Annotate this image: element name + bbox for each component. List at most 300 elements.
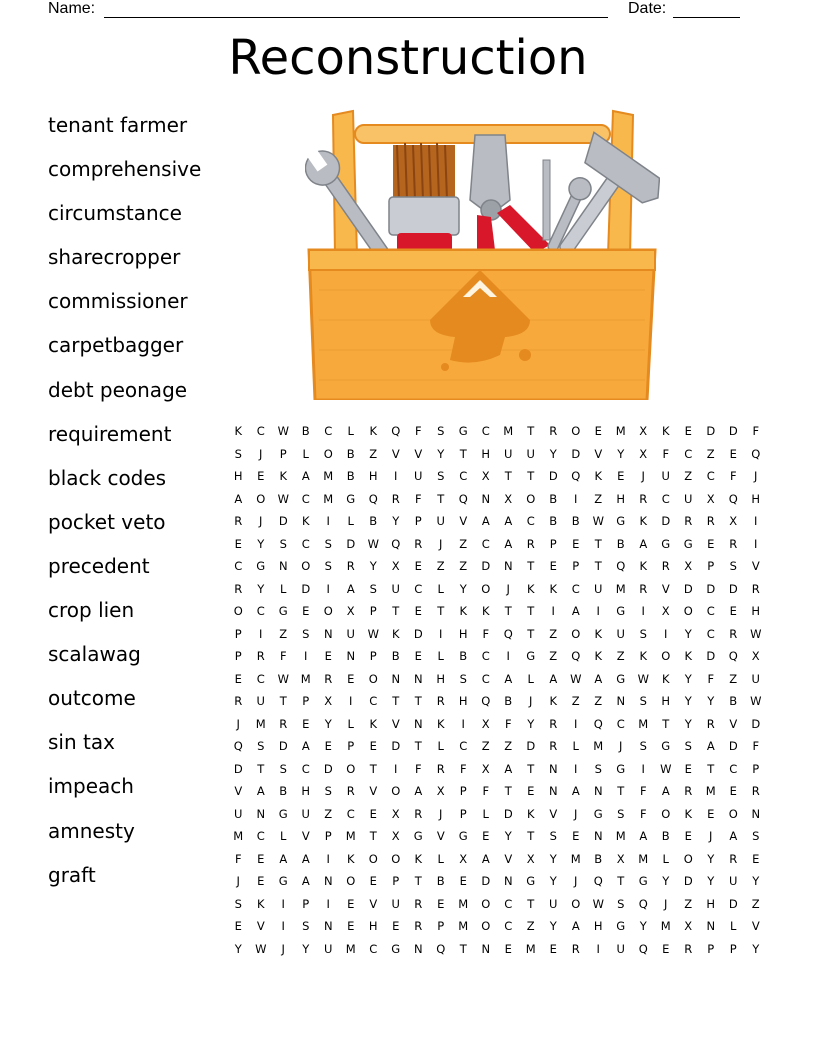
grid-letter[interactable]: O <box>391 784 401 799</box>
grid-letter[interactable]: I <box>641 761 645 776</box>
grid-letter[interactable]: E <box>594 424 602 439</box>
grid-letter[interactable]: M <box>345 829 356 844</box>
grid-letter[interactable]: E <box>729 784 737 799</box>
grid-letter[interactable]: I <box>349 694 353 709</box>
grid-letter[interactable]: J <box>506 581 510 596</box>
grid-letter[interactable]: K <box>684 806 693 821</box>
grid-letter[interactable]: S <box>234 446 242 461</box>
grid-letter[interactable]: A <box>571 604 580 619</box>
grid-letter[interactable]: U <box>616 941 625 956</box>
grid-letter[interactable]: G <box>256 559 266 574</box>
grid-letter[interactable]: B <box>571 514 580 529</box>
grid-letter[interactable]: V <box>369 784 378 799</box>
grid-letter[interactable]: F <box>482 784 490 799</box>
grid-letter[interactable]: T <box>527 829 535 844</box>
grid-letter[interactable]: P <box>459 806 467 821</box>
grid-letter[interactable]: D <box>413 626 423 641</box>
grid-letter[interactable]: U <box>301 806 310 821</box>
grid-letter[interactable]: Z <box>526 919 535 934</box>
grid-letter[interactable]: Y <box>527 716 535 731</box>
grid-letter[interactable]: A <box>504 514 513 529</box>
grid-letter[interactable]: M <box>705 784 716 799</box>
grid-letter[interactable]: P <box>707 941 715 956</box>
grid-letter[interactable]: T <box>414 874 422 889</box>
grid-letter[interactable]: E <box>684 761 692 776</box>
grid-letter[interactable]: K <box>639 559 648 574</box>
grid-letter[interactable]: W <box>592 896 604 911</box>
grid-letter[interactable]: E <box>369 874 377 889</box>
grid-letter[interactable]: Z <box>571 694 580 709</box>
grid-letter[interactable]: A <box>504 761 513 776</box>
grid-letter[interactable]: J <box>574 874 578 889</box>
grid-letter[interactable]: I <box>596 941 600 956</box>
grid-letter[interactable]: X <box>684 559 693 574</box>
grid-letter[interactable]: O <box>256 491 266 506</box>
grid-letter[interactable]: J <box>236 874 240 889</box>
grid-letter[interactable]: B <box>346 469 355 484</box>
grid-letter[interactable]: D <box>706 649 716 664</box>
grid-letter[interactable]: U <box>414 469 423 484</box>
grid-letter[interactable]: D <box>661 514 671 529</box>
grid-letter[interactable]: L <box>347 424 354 439</box>
grid-letter[interactable]: U <box>256 694 265 709</box>
grid-letter[interactable]: P <box>369 604 377 619</box>
grid-letter[interactable]: W <box>277 491 289 506</box>
grid-letter[interactable]: I <box>326 851 330 866</box>
grid-letter[interactable]: G <box>616 919 626 934</box>
grid-letter[interactable]: B <box>346 446 355 461</box>
grid-letter[interactable]: F <box>414 761 422 776</box>
grid-letter[interactable]: B <box>729 694 738 709</box>
grid-letter[interactable]: K <box>391 626 400 641</box>
grid-letter[interactable]: O <box>481 919 491 934</box>
grid-letter[interactable]: I <box>394 761 398 776</box>
grid-letter[interactable]: E <box>347 671 355 686</box>
date-field[interactable] <box>673 0 740 18</box>
grid-letter[interactable]: S <box>279 536 287 551</box>
grid-letter[interactable]: P <box>572 559 580 574</box>
grid-letter[interactable]: J <box>439 536 443 551</box>
grid-letter[interactable]: Q <box>728 491 738 506</box>
grid-letter[interactable]: O <box>683 851 693 866</box>
grid-letter[interactable]: G <box>526 649 536 664</box>
grid-letter[interactable]: Z <box>459 559 468 574</box>
grid-letter[interactable]: N <box>278 559 288 574</box>
grid-letter[interactable]: L <box>437 581 444 596</box>
grid-letter[interactable]: P <box>459 784 467 799</box>
grid-letter[interactable]: E <box>234 536 242 551</box>
grid-letter[interactable]: Q <box>368 491 378 506</box>
grid-letter[interactable]: Y <box>684 716 692 731</box>
grid-letter[interactable]: R <box>279 716 288 731</box>
grid-letter[interactable]: F <box>482 626 490 641</box>
grid-letter[interactable]: K <box>301 514 310 529</box>
grid-letter[interactable]: R <box>234 694 243 709</box>
grid-letter[interactable]: J <box>236 716 240 731</box>
grid-letter[interactable]: H <box>301 784 311 799</box>
grid-letter[interactable]: N <box>346 649 356 664</box>
grid-letter[interactable]: D <box>751 716 761 731</box>
grid-letter[interactable]: V <box>549 806 558 821</box>
grid-letter[interactable]: N <box>503 559 513 574</box>
grid-letter[interactable]: Q <box>233 739 243 754</box>
grid-letter[interactable]: C <box>481 649 490 664</box>
grid-letter[interactable]: Y <box>549 446 557 461</box>
grid-letter[interactable]: X <box>346 604 355 619</box>
grid-letter[interactable]: E <box>234 919 242 934</box>
grid-letter[interactable]: H <box>481 446 491 461</box>
grid-letter[interactable]: G <box>346 491 356 506</box>
grid-letter[interactable]: V <box>256 919 265 934</box>
grid-letter[interactable]: F <box>662 446 670 461</box>
grid-letter[interactable]: E <box>437 896 445 911</box>
grid-letter[interactable]: N <box>548 784 558 799</box>
grid-letter[interactable]: T <box>459 941 467 956</box>
grid-letter[interactable]: S <box>617 806 625 821</box>
grid-letter[interactable]: R <box>234 581 243 596</box>
grid-letter[interactable]: W <box>750 626 762 641</box>
grid-letter[interactable]: Y <box>707 694 715 709</box>
grid-letter[interactable]: C <box>504 919 513 934</box>
grid-letter[interactable]: X <box>661 604 670 619</box>
grid-letter[interactable]: R <box>436 694 445 709</box>
grid-letter[interactable]: H <box>368 469 378 484</box>
grid-letter[interactable]: E <box>572 536 580 551</box>
grid-letter[interactable]: W <box>277 424 289 439</box>
grid-letter[interactable]: X <box>526 851 535 866</box>
grid-letter[interactable]: D <box>278 739 288 754</box>
grid-letter[interactable]: R <box>639 491 648 506</box>
grid-letter[interactable]: L <box>437 851 444 866</box>
grid-letter[interactable]: H <box>751 604 761 619</box>
grid-letter[interactable]: Z <box>594 491 603 506</box>
grid-letter[interactable]: B <box>549 514 558 529</box>
grid-letter[interactable]: E <box>684 424 692 439</box>
grid-letter[interactable]: C <box>481 536 490 551</box>
grid-letter[interactable]: Q <box>751 446 761 461</box>
grid-letter[interactable]: B <box>504 694 513 709</box>
grid-letter[interactable]: T <box>707 761 715 776</box>
grid-letter[interactable]: F <box>639 806 647 821</box>
grid-letter[interactable]: P <box>752 761 760 776</box>
grid-letter[interactable]: O <box>391 851 401 866</box>
grid-letter[interactable]: Q <box>728 649 738 664</box>
grid-letter[interactable]: C <box>369 941 378 956</box>
grid-letter[interactable]: E <box>752 851 760 866</box>
grid-letter[interactable]: V <box>751 919 760 934</box>
grid-letter[interactable]: X <box>391 806 400 821</box>
grid-letter[interactable]: M <box>503 424 514 439</box>
grid-letter[interactable]: W <box>592 514 604 529</box>
grid-letter[interactable]: N <box>593 784 603 799</box>
grid-letter[interactable]: C <box>661 491 670 506</box>
grid-letter[interactable]: V <box>391 446 400 461</box>
grid-letter[interactable]: F <box>504 716 512 731</box>
grid-letter[interactable]: L <box>347 716 354 731</box>
grid-letter[interactable]: R <box>549 424 558 439</box>
grid-letter[interactable]: T <box>527 559 535 574</box>
grid-letter[interactable]: E <box>347 896 355 911</box>
grid-letter[interactable]: P <box>234 626 242 641</box>
grid-letter[interactable]: H <box>616 491 626 506</box>
grid-letter[interactable]: Y <box>324 716 332 731</box>
grid-letter[interactable]: K <box>594 469 603 484</box>
grid-letter[interactable]: Q <box>436 941 446 956</box>
grid-letter[interactable]: K <box>639 514 648 529</box>
grid-letter[interactable]: C <box>616 716 625 731</box>
grid-letter[interactable]: A <box>639 829 648 844</box>
grid-letter[interactable]: S <box>257 739 265 754</box>
grid-letter[interactable]: C <box>481 424 490 439</box>
grid-letter[interactable]: S <box>729 559 737 574</box>
grid-letter[interactable]: Z <box>504 739 513 754</box>
grid-letter[interactable]: E <box>392 919 400 934</box>
grid-letter[interactable]: A <box>256 784 265 799</box>
grid-letter[interactable]: X <box>391 829 400 844</box>
grid-letter[interactable]: R <box>661 559 670 574</box>
grid-letter[interactable]: E <box>369 806 377 821</box>
grid-letter[interactable]: C <box>301 761 310 776</box>
grid-letter[interactable]: I <box>754 514 758 529</box>
grid-letter[interactable]: Z <box>684 469 693 484</box>
grid-letter[interactable]: C <box>256 829 265 844</box>
grid-letter[interactable]: W <box>277 671 289 686</box>
grid-letter[interactable]: C <box>256 671 265 686</box>
grid-letter[interactable]: E <box>414 604 422 619</box>
grid-letter[interactable]: K <box>346 851 355 866</box>
grid-letter[interactable]: Y <box>504 829 512 844</box>
grid-letter[interactable]: D <box>728 896 738 911</box>
grid-letter[interactable]: M <box>525 941 536 956</box>
grid-letter[interactable]: E <box>324 649 332 664</box>
grid-letter[interactable]: F <box>707 671 715 686</box>
grid-letter[interactable]: I <box>281 919 285 934</box>
grid-letter[interactable]: D <box>728 581 738 596</box>
grid-letter[interactable]: Y <box>662 874 670 889</box>
grid-letter[interactable]: C <box>526 514 535 529</box>
grid-letter[interactable]: D <box>481 559 491 574</box>
grid-letter[interactable]: N <box>391 671 401 686</box>
grid-letter[interactable]: A <box>504 671 513 686</box>
grid-letter[interactable]: W <box>570 671 582 686</box>
grid-letter[interactable]: K <box>369 716 378 731</box>
grid-letter[interactable]: D <box>301 581 311 596</box>
grid-letter[interactable]: D <box>706 424 716 439</box>
grid-letter[interactable]: A <box>661 784 670 799</box>
grid-letter[interactable]: C <box>301 491 310 506</box>
grid-letter[interactable]: D <box>571 446 581 461</box>
grid-letter[interactable]: L <box>302 446 309 461</box>
grid-letter[interactable]: D <box>278 514 288 529</box>
grid-letter[interactable]: M <box>615 424 626 439</box>
grid-letter[interactable]: M <box>323 469 334 484</box>
grid-letter[interactable]: J <box>641 469 645 484</box>
grid-letter[interactable]: Z <box>279 626 288 641</box>
grid-letter[interactable]: T <box>594 559 602 574</box>
grid-letter[interactable]: T <box>527 604 535 619</box>
grid-letter[interactable]: V <box>751 559 760 574</box>
grid-letter[interactable]: R <box>414 806 423 821</box>
grid-letter[interactable]: E <box>662 941 670 956</box>
grid-letter[interactable]: U <box>504 446 513 461</box>
grid-letter[interactable]: Y <box>302 941 310 956</box>
grid-letter[interactable]: L <box>437 739 444 754</box>
grid-letter[interactable]: Q <box>616 559 626 574</box>
grid-letter[interactable]: C <box>706 604 715 619</box>
grid-letter[interactable]: T <box>527 761 535 776</box>
grid-letter[interactable]: P <box>279 446 287 461</box>
grid-letter[interactable]: D <box>233 761 243 776</box>
grid-letter[interactable]: R <box>751 581 760 596</box>
grid-letter[interactable]: R <box>549 739 558 754</box>
grid-letter[interactable]: Y <box>257 536 265 551</box>
grid-letter[interactable]: V <box>414 446 423 461</box>
grid-letter[interactable]: U <box>346 626 355 641</box>
grid-letter[interactable]: T <box>369 829 377 844</box>
grid-letter[interactable]: T <box>594 536 602 551</box>
grid-letter[interactable]: Y <box>549 919 557 934</box>
grid-letter[interactable]: I <box>326 896 330 911</box>
grid-letter[interactable]: K <box>414 851 423 866</box>
grid-letter[interactable]: A <box>706 739 715 754</box>
grid-letter[interactable]: H <box>233 469 243 484</box>
grid-letter[interactable]: E <box>707 806 715 821</box>
grid-letter[interactable]: J <box>619 739 623 754</box>
grid-letter[interactable]: B <box>616 536 625 551</box>
grid-letter[interactable]: Z <box>549 649 558 664</box>
grid-letter[interactable]: G <box>638 874 648 889</box>
grid-letter[interactable]: N <box>323 874 333 889</box>
grid-letter[interactable]: O <box>728 806 738 821</box>
grid-letter[interactable]: P <box>369 649 377 664</box>
grid-letter[interactable]: Q <box>391 424 401 439</box>
grid-letter[interactable]: X <box>639 424 648 439</box>
grid-letter[interactable]: A <box>346 581 355 596</box>
grid-letter[interactable]: L <box>662 851 669 866</box>
grid-letter[interactable]: M <box>233 829 244 844</box>
grid-letter[interactable]: E <box>482 829 490 844</box>
grid-letter[interactable]: I <box>641 604 645 619</box>
grid-letter[interactable]: G <box>661 739 671 754</box>
grid-letter[interactable]: A <box>301 851 310 866</box>
grid-letter[interactable]: A <box>279 851 288 866</box>
grid-letter[interactable]: I <box>326 514 330 529</box>
grid-letter[interactable]: E <box>527 784 535 799</box>
grid-letter[interactable]: X <box>639 446 648 461</box>
grid-letter[interactable]: E <box>369 739 377 754</box>
grid-letter[interactable]: X <box>459 851 468 866</box>
grid-letter[interactable]: H <box>458 694 468 709</box>
grid-letter[interactable]: F <box>234 851 242 866</box>
grid-letter[interactable]: M <box>615 829 626 844</box>
grid-letter[interactable]: O <box>323 446 333 461</box>
grid-letter[interactable]: D <box>526 739 536 754</box>
grid-letter[interactable]: G <box>458 829 468 844</box>
grid-letter[interactable]: H <box>436 671 446 686</box>
grid-letter[interactable]: B <box>369 514 378 529</box>
grid-letter[interactable]: Q <box>593 874 603 889</box>
grid-letter[interactable]: E <box>729 604 737 619</box>
grid-letter[interactable]: Z <box>369 446 378 461</box>
grid-letter[interactable]: T <box>392 604 400 619</box>
grid-letter[interactable]: V <box>391 716 400 731</box>
grid-letter[interactable]: R <box>684 941 693 956</box>
grid-letter[interactable]: C <box>684 446 693 461</box>
grid-letter[interactable]: O <box>346 874 356 889</box>
grid-letter[interactable]: N <box>481 491 491 506</box>
grid-letter[interactable]: L <box>527 671 534 686</box>
grid-letter[interactable]: S <box>684 739 692 754</box>
grid-letter[interactable]: R <box>684 514 693 529</box>
grid-letter[interactable]: J <box>709 829 713 844</box>
grid-letter[interactable]: R <box>751 784 760 799</box>
grid-letter[interactable]: F <box>752 739 760 754</box>
grid-letter[interactable]: A <box>729 829 738 844</box>
grid-letter[interactable]: X <box>504 491 513 506</box>
grid-letter[interactable]: W <box>660 761 672 776</box>
grid-letter[interactable]: G <box>278 806 288 821</box>
grid-letter[interactable]: R <box>729 536 738 551</box>
grid-letter[interactable]: C <box>504 896 513 911</box>
grid-letter[interactable]: J <box>664 896 668 911</box>
grid-letter[interactable]: K <box>526 806 535 821</box>
grid-letter[interactable]: T <box>414 694 422 709</box>
grid-letter[interactable]: K <box>459 604 468 619</box>
grid-letter[interactable]: P <box>302 694 310 709</box>
grid-letter[interactable]: G <box>278 604 288 619</box>
grid-letter[interactable]: U <box>684 491 693 506</box>
grid-letter[interactable]: G <box>616 514 626 529</box>
grid-letter[interactable]: A <box>639 536 648 551</box>
grid-letter[interactable]: T <box>527 896 535 911</box>
grid-letter[interactable]: H <box>661 694 671 709</box>
grid-letter[interactable]: M <box>660 919 671 934</box>
grid-letter[interactable]: U <box>729 874 738 889</box>
grid-letter[interactable]: Z <box>481 739 490 754</box>
grid-letter[interactable]: S <box>324 559 332 574</box>
grid-letter[interactable]: I <box>439 626 443 641</box>
grid-letter[interactable]: P <box>707 559 715 574</box>
grid-letter[interactable]: A <box>571 784 580 799</box>
grid-letter[interactable]: T <box>392 694 400 709</box>
grid-letter[interactable]: A <box>549 671 558 686</box>
grid-letter[interactable]: Y <box>639 919 647 934</box>
grid-letter[interactable]: O <box>323 604 333 619</box>
grid-letter[interactable]: F <box>279 649 287 664</box>
grid-letter[interactable]: S <box>549 829 557 844</box>
grid-letter[interactable]: R <box>414 536 423 551</box>
grid-letter[interactable]: A <box>481 514 490 529</box>
grid-letter[interactable]: G <box>616 671 626 686</box>
grid-letter[interactable]: Y <box>549 851 557 866</box>
grid-letter[interactable]: E <box>459 874 467 889</box>
grid-letter[interactable]: R <box>526 536 535 551</box>
grid-letter[interactable]: C <box>414 581 423 596</box>
grid-letter[interactable]: A <box>301 874 310 889</box>
grid-letter[interactable]: O <box>368 851 378 866</box>
grid-letter[interactable]: W <box>367 536 379 551</box>
grid-letter[interactable]: I <box>326 581 330 596</box>
grid-letter[interactable]: K <box>594 626 603 641</box>
grid-letter[interactable]: N <box>323 626 333 641</box>
grid-letter[interactable]: D <box>706 581 716 596</box>
grid-letter[interactable]: O <box>661 649 671 664</box>
grid-letter[interactable]: C <box>729 761 738 776</box>
grid-letter[interactable]: P <box>324 829 332 844</box>
grid-letter[interactable]: Q <box>458 491 468 506</box>
grid-letter[interactable]: P <box>347 739 355 754</box>
grid-letter[interactable]: O <box>571 896 581 911</box>
